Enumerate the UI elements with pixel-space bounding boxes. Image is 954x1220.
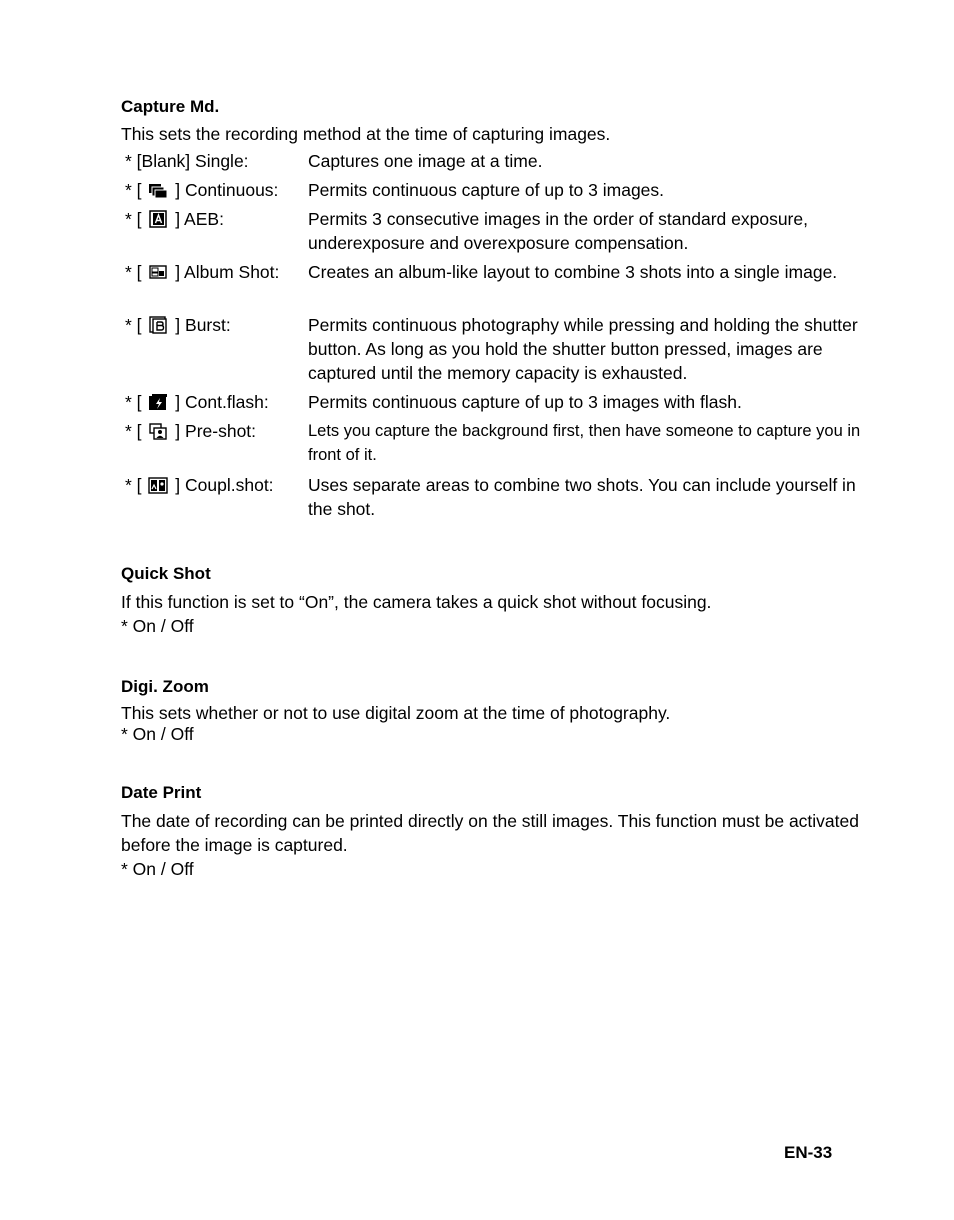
option-description: Permits continuous capture of up to 3 images. bbox=[308, 180, 665, 200]
cont-flash-icon bbox=[148, 393, 168, 411]
option-label: * [ ] Continuous: bbox=[125, 180, 279, 200]
date-print-heading: Date Print bbox=[121, 783, 202, 802]
capture-mode-heading: Capture Md. bbox=[121, 97, 220, 116]
digi-zoom-options: * On / Off bbox=[121, 724, 194, 744]
quick-shot-section bbox=[121, 564, 861, 584]
option-description: Creates an album-like layout to combine 3 shots into a single image. bbox=[308, 262, 838, 282]
coupl-shot-icon bbox=[148, 476, 168, 494]
page-number: EN-33 bbox=[784, 1143, 833, 1162]
option-label: * [ ] Coupl.shot: bbox=[125, 475, 274, 495]
capture-mode-intro-block bbox=[121, 122, 861, 146]
album-shot-icon bbox=[148, 263, 168, 281]
quick-shot-options: * On / Off bbox=[121, 616, 194, 636]
digi-zoom-description: This sets whether or not to use digital zoom at the time of photography. bbox=[121, 703, 671, 723]
quick-shot-body bbox=[121, 590, 861, 638]
quick-shot-description: If this function is set to “On”, the camera takes a quick shot without focusing. bbox=[121, 592, 712, 612]
option-description: Captures one image at a time. bbox=[308, 151, 543, 171]
option-label: * [ ] Pre-shot: bbox=[125, 421, 257, 441]
digi-zoom-section bbox=[121, 677, 861, 697]
option-description: Permits continuous capture of up to 3 images with flash. bbox=[308, 392, 742, 412]
option-description: Lets you capture the background first, then have someone to capture you in front of it. bbox=[308, 422, 861, 464]
pre-shot-icon bbox=[148, 422, 168, 440]
continuous-icon bbox=[148, 181, 168, 199]
option-label: * [ ] Cont.flash: bbox=[125, 392, 269, 412]
digi-zoom-body bbox=[121, 703, 861, 745]
option-description: Permits 3 consecutive images in the order of standard exposure, underexposure and overexposure compensation. bbox=[308, 209, 808, 253]
date-print-options: * On / Off bbox=[121, 859, 194, 879]
option-label: * [ ] Burst: bbox=[125, 315, 231, 335]
date-print-section bbox=[121, 783, 861, 803]
option-label: * [ ] AEB: bbox=[125, 209, 224, 229]
date-print-description: The date of recording can be printed directly on the still images. This function must be activated before the image is captured. bbox=[121, 811, 859, 855]
digi-zoom-heading: Digi. Zoom bbox=[121, 677, 209, 696]
aeb-icon bbox=[148, 210, 168, 228]
option-label: * [ ] Album Shot: bbox=[125, 262, 280, 282]
capture-mode-section bbox=[121, 97, 861, 117]
date-print-body bbox=[121, 809, 861, 881]
capture-mode-intro: This sets the recording method at the time of capturing images. bbox=[121, 124, 611, 144]
burst-icon bbox=[148, 316, 168, 334]
option-label: * [Blank] Single: bbox=[125, 151, 249, 171]
quick-shot-heading: Quick Shot bbox=[121, 564, 211, 583]
option-description: Permits continuous photography while pressing and holding the shutter button. As long as you hold the shutter button pressed, images are captured until the memory capacity is exhausted. bbox=[308, 315, 858, 383]
option-description: Uses separate areas to combine two shots. You can include yourself in the shot. bbox=[308, 475, 856, 519]
